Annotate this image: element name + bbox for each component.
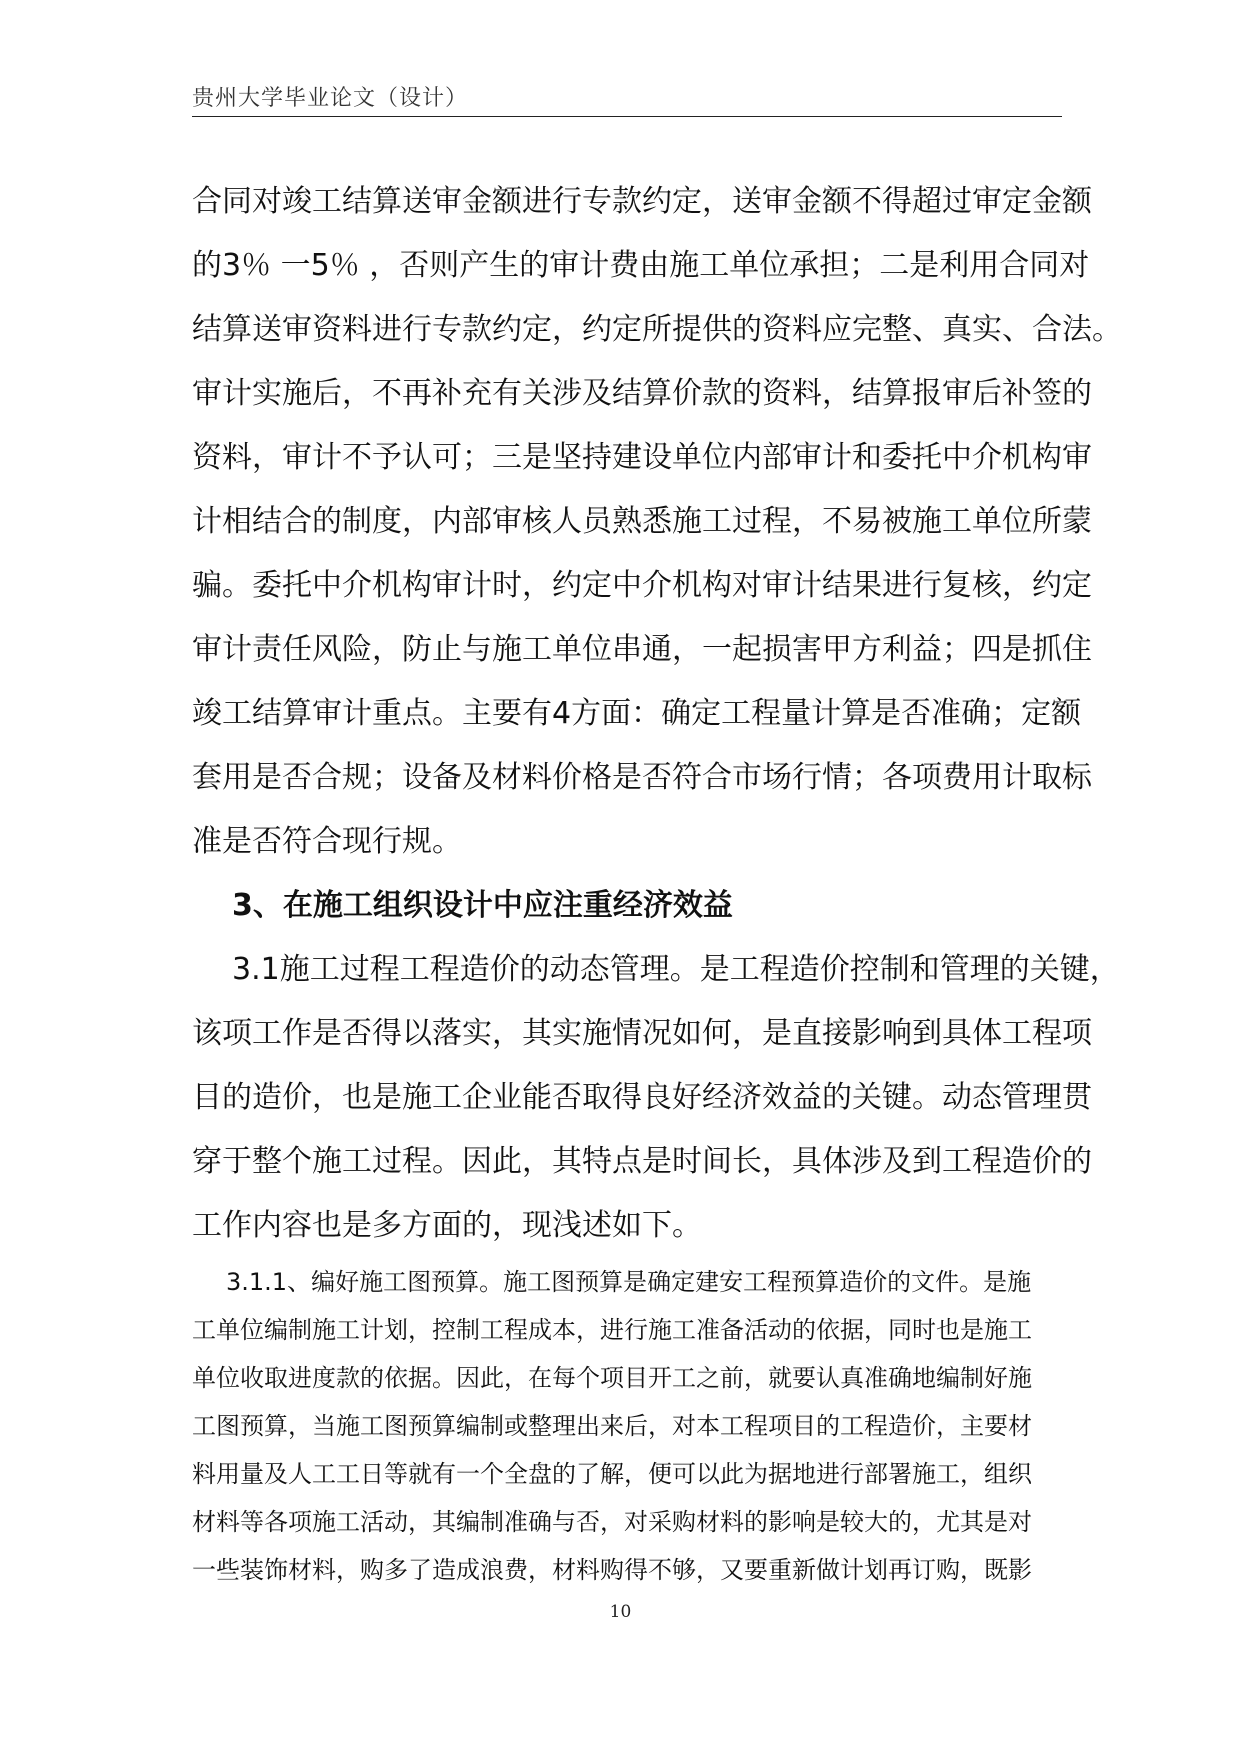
text-line: 审计实施后，不再补充有关涉及结算价款的资料，结算报审后补签的 bbox=[192, 376, 1092, 411]
section-heading: 3、在施工组织设计中应注重经济效益 bbox=[232, 888, 733, 923]
text-line: 骗。委托中介机构审计时，约定中介机构对审计结果进行复核，约定 bbox=[192, 568, 1092, 603]
text-line: 计相结合的制度，内部审核人员熟悉施工过程，不易被施工单位所蒙 bbox=[192, 504, 1092, 539]
header-title: 贵州大学毕业论文（设计） bbox=[192, 86, 469, 111]
paragraph-audit bbox=[192, 170, 1122, 874]
text-line: 该项工作是否得以落实，其实施情况如何，是直接影响到具体工程项 bbox=[192, 1016, 1092, 1051]
text-line: 套用是否合规；设备及材料价格是否符合市场行情；各项费用计取标 bbox=[192, 760, 1092, 795]
text-line: 3.1施工过程工程造价的动态管理。是工程造价控制和管理的关键， bbox=[232, 952, 1120, 987]
text-line: 结算送审资料进行专款约定，约定所提供的资料应完整、真实、合法。 bbox=[192, 312, 1122, 347]
text-line: 审计责任风险，防止与施工单位串通，一起损害甲方利益；四是抓住 bbox=[192, 632, 1092, 667]
paragraph-dynamic-management bbox=[192, 938, 1120, 1258]
text-line: 单位收取进度款的依据。因此，在每个项目开工之前，就要认真准确地编制好施 bbox=[192, 1364, 1032, 1392]
text-line: 竣工结算审计重点。主要有4方面：确定工程量计算是否准确；定额 bbox=[192, 696, 1082, 731]
text-line: 资料，审计不予认可；三是坚持建设单位内部审计和委托中介机构审 bbox=[192, 440, 1092, 475]
text-line: 工图预算，当施工图预算编制或整理出来后，对本工程项目的工程造价，主要材 bbox=[192, 1412, 1032, 1440]
text-line: 合同对竣工结算送审金额进行专款约定，送审金额不得超过审定金额 bbox=[192, 184, 1092, 219]
text-line: 目的造价，也是施工企业能否取得良好经济效益的关键。动态管理贯 bbox=[192, 1080, 1092, 1115]
page-number: 10 bbox=[609, 1602, 632, 1622]
page-header bbox=[192, 84, 1062, 117]
text-line: 一些装饰材料，购多了造成浪费，材料购得不够，又要重新做计划再订购，既影 bbox=[192, 1556, 1032, 1584]
text-line: 工作内容也是多方面的，现浅述如下。 bbox=[192, 1208, 702, 1243]
text-line: 材料等各项施工活动，其编制准确与否，对采购材料的影响是较大的，尤其是对 bbox=[192, 1508, 1032, 1536]
text-line: 的3％ 一5％ ，否则产生的审计费由施工单位承担；二是利用合同对 bbox=[192, 248, 1090, 283]
text-line: 3.1.1、编好施工图预算。施工图预算是确定建安工程预算造价的文件。是施 bbox=[226, 1268, 1032, 1296]
paragraph-budget bbox=[192, 1258, 1062, 1594]
text-line: 准是否符合现行规。 bbox=[192, 824, 462, 859]
page-content bbox=[192, 170, 1122, 1594]
text-line: 工单位编制施工计划，控制工程成本，进行施工准备活动的依据，同时也是施工 bbox=[192, 1316, 1032, 1344]
text-line: 料用量及人工工日等就有一个全盘的了解，便可以此为据地进行部署施工，组织 bbox=[192, 1460, 1032, 1488]
text-line: 穿于整个施工过程。因此，其特点是时间长，具体涉及到工程造价的 bbox=[192, 1144, 1092, 1179]
